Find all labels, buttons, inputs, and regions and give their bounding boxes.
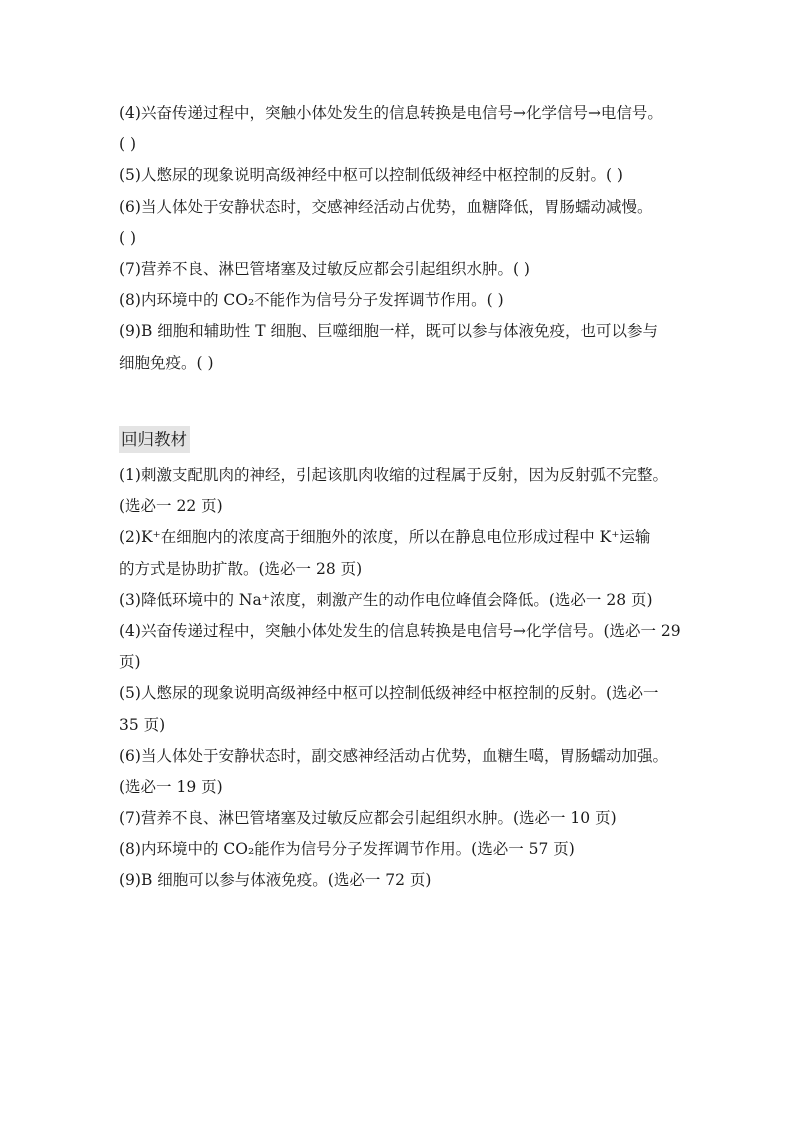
judgment-item-6-line-1: (6)当人体处于安静状态时，交感神经活动占优势，血糖降低，胃肠蠕动减慢。: [119, 197, 653, 216]
judgment-item-6-answer-blank: ( ): [119, 228, 137, 247]
textbook-item-7: (7)营养不良、淋巴管堵塞及过敏反应都会引起组织水肿。(选必一 10 页): [119, 809, 617, 828]
judgment-item-4-line-1: (4)兴奋传递过程中，突触小体处发生的信息转换是电信号→化学信号→电信号。: [119, 104, 663, 122]
judgment-question-list: [119, 98, 689, 379]
judgment-item-9-line-1: (9)B 细胞和辅助性 T 细胞、巨噬细胞一样，既可以参与体液免疫，也可以参与: [119, 322, 658, 341]
textbook-item-1-line-1: (1)刺激支配肌肉的神经，引起该肌肉收缩的过程属于反射，因为反射弧不完整。: [119, 466, 668, 484]
textbook-item-4-line-1: (4)兴奋传递过程中，突触小体处发生的信息转换是电信号→化学信号。(选必一 29: [119, 621, 681, 640]
judgment-item-4-answer-blank: ( ): [119, 135, 137, 154]
textbook-item-1-line-2: (选必一 22 页): [119, 497, 223, 516]
textbook-item-2-line-2: 的方式是协助扩散。(选必一 28 页): [119, 559, 363, 578]
textbook-item-8: (8)内环境中的 CO₂能作为信号分子发挥调节作用。(选必一 57 页): [119, 840, 575, 859]
textbook-item-5-line-2: 35 页): [119, 715, 166, 734]
textbook-item-9: (9)B 细胞可以参与体液免疫。(选必一 72 页): [119, 871, 432, 890]
textbook-item-6-line-1: (6)当人体处于安静状态时，副交感神经活动占优势，血糖生噶，胃肠蠕动加强。: [119, 746, 668, 765]
judgment-item-5: (5)人憋尿的现象说明高级神经中枢可以控制低级神经中枢控制的反射。( ): [119, 166, 623, 185]
textbook-item-3: (3)降低环境中的 Na⁺浓度，刺激产生的动作电位峰值会降低。(选必一 28 页): [119, 590, 653, 609]
judgment-item-9-line-2: 细胞免疫。( ): [119, 353, 214, 372]
textbook-item-6-line-2: (选必一 19 页): [119, 777, 223, 796]
textbook-item-2-line-1: (2)K⁺在细胞内的浓度高于细胞外的浓度，所以在静息电位形成过程中 K⁺运输: [119, 528, 651, 547]
judgment-item-7: (7)营养不良、淋巴管堵塞及过敏反应都会引起组织水肿。( ): [119, 259, 530, 278]
textbook-item-4-line-2: 页): [119, 653, 141, 672]
section-title-return-to-textbook: 回归教材: [119, 426, 190, 453]
textbook-item-5-line-1: (5)人憋尿的现象说明高级神经中枢可以控制低级神经中枢控制的反射。(选必一: [119, 684, 659, 703]
judgment-item-8: (8)内环境中的 CO₂不能作为信号分子发挥调节作用。( ): [119, 291, 504, 310]
textbook-answer-list: [119, 460, 689, 897]
